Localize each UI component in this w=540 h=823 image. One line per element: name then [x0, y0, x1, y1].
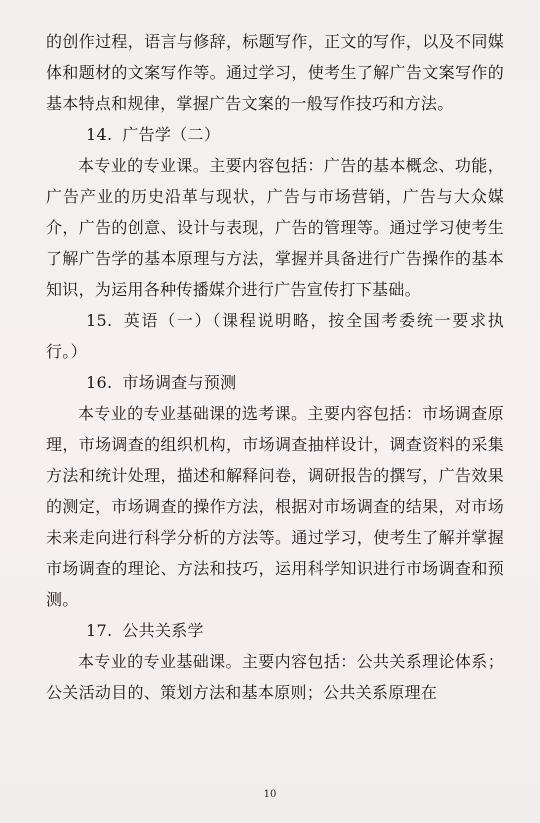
page-number: 10 — [263, 789, 277, 800]
section-number: 16. — [86, 373, 113, 392]
section-heading-15 — [46, 305, 504, 367]
paragraph-advertising-2: 本专业的专业课。主要内容包括：广告的基本概念、功能，广告产业的历史沿革与现状，广告与市场营销，广告与大众媒介，广告的创意、设计与表现，广告的管理等。通过学习使考生了解广告学的基本原理与方法，掌握并具备进行广告操作的基本知识，为运用各种传播媒介进行广告宣传打下基础。 — [46, 156, 504, 299]
section-title: 广告学（二） — [122, 125, 221, 144]
section-number: 17. — [86, 621, 113, 640]
section-number: 15. — [86, 311, 113, 330]
paragraph-market-research: 本专业的专业基础课的选考课。主要内容包括：市场调查原理，市场调查的组织机构，市场调查抽样设计，调查资料的采集方法和统计处理，描述和解释问卷，调研报告的撰写，广告效果的测定，市场调查的操作方法，根据对市场调查的结果，对市场未来走向进行科学分析的方法等。通过学习，使考生了解并掌握市场调查的理论、方法和技巧，运用科学知识进行市场调查和预测。 — [46, 404, 504, 609]
paragraph-continuation: 的创作过程，语言与修辞，标题写作，正文的写作，以及不同媒体和题材的文案写作等。通过学习，使考生了解广告文案写作的基本特点和规律，掌握广告文案的一般写作技巧和方法。 — [46, 32, 504, 113]
section-title: 市场调查与预测 — [122, 373, 237, 392]
section-number: 14. — [86, 125, 113, 144]
section-heading-17 — [46, 615, 504, 646]
section-title: 英语（一）（课程说明略，按全国考委统一要求执行。） — [46, 311, 504, 361]
section-heading-16 — [46, 367, 504, 398]
section-title: 公共关系学 — [122, 621, 204, 640]
page-body — [46, 26, 504, 708]
paragraph-public-relations: 本专业的专业基础课。主要内容包括：公共关系理论体系；公关活动目的、策划方法和基本原则；公共关系原理在 — [46, 652, 504, 702]
section-heading-14 — [46, 119, 504, 150]
